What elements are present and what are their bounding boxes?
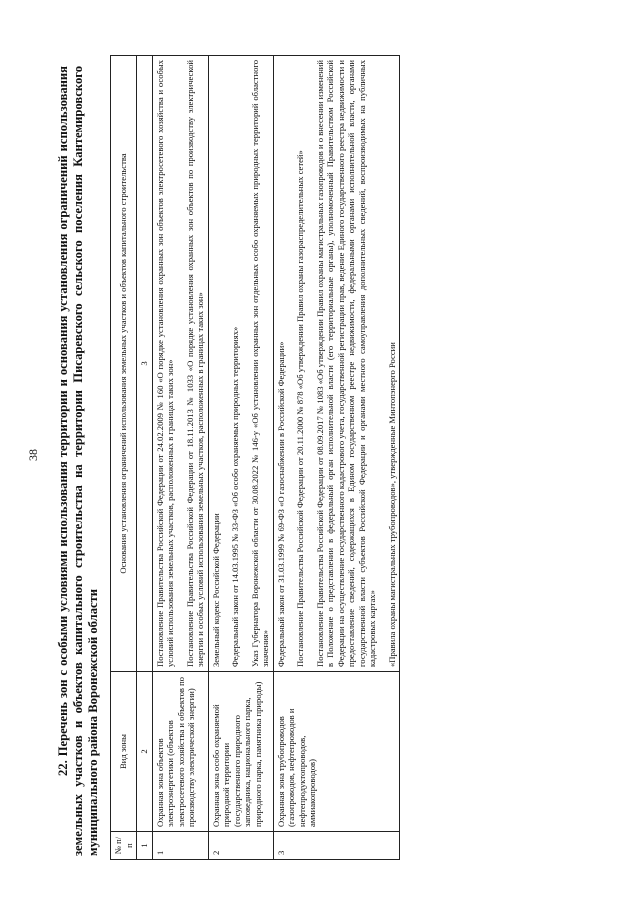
row-zone: Охранная зона объектов электроэнергетики (объектов электросетевого хозяйства и объектов по производству электрической энергии) — [152, 672, 208, 832]
col-number-3: 3 — [137, 56, 153, 672]
row-basis — [152, 56, 208, 672]
row-num: 1 — [152, 832, 208, 860]
basis-item: Постановление Правительства Российской Федерации от 18.11.2013 № 1033 «О порядке установления охранных зон объектов по производству электрической энергии и особых условий использования земельных участков, расположенных в границах таких зон» — [184, 60, 205, 667]
row-zone: Охранная зона особо охраняемой природной территории (государственного природного заповедника, национального парка, природного парка, памятника природы) — [208, 672, 273, 832]
header-basis: Основания установления ограничений использования земельных участков и объектов капитального строительства — [111, 56, 137, 672]
basis-item: Федеральный закон от 31.03.1999 № 69-ФЗ «О газоснабжении в Российской Федерации» — [275, 341, 286, 667]
basis-item: Земельный кодекс Российской Федерации — [210, 513, 221, 667]
row-zone: Охранная зона трубопроводов (газопроводов, нефтепроводов и нефтепродуктопроводов, аммиакопроводов) — [273, 672, 400, 832]
column-number-row — [137, 56, 153, 860]
basis-item: Федеральный закон от 14.03.1995 № 33-ФЗ «Об особо охраняемых природных территориях» — [230, 326, 240, 667]
row-num: 3 — [273, 832, 400, 860]
row-basis — [273, 56, 400, 672]
basis-item: Постановление Правительства Российской Федерации от 08.09.2017 № 1083 «Об утверждении Правил охраны магистральных газопроводов и о внесении изменений в Положение о представлении в федеральный орган исполнительной власти (его территориальные органы), уполномоченный Правительством Российской Федерации на осуществление государственного кадастрового учета, государственной регистрации прав, ведение Единого государственного реестра недвижимости и предоставление сведений, содержащихся в Едином государственном реестре недвижимости, федеральными органами исполнительной власти, органами государственной власти субъектов Российской Федерации и органами местного самоуправления дополнительных сведений, воспроизводимых на публичных кадастровых картах» — [314, 60, 377, 667]
table-row — [208, 56, 273, 860]
table-header-row — [111, 56, 137, 860]
row-num: 2 — [208, 832, 273, 860]
table-row — [152, 56, 208, 860]
header-zone: Вид зоны — [111, 672, 137, 832]
col-number-1: 1 — [137, 832, 153, 860]
zones-table — [110, 55, 400, 860]
basis-item: Постановление Правительства Российской Федерации от 20.11.2000 № 878 «Об утверждении Правил охраны газораспределительных сетей» — [295, 150, 305, 667]
section-title: 22. Перечень зон с особыми условиями использования территории и основания установления ограничений использования земельных участков и объектов капитального строительства на территории Писаревского сельского поселения Кантемировского муниципального района Воронежской области — [56, 66, 100, 856]
basis-item: «Правила охраны магистральных трубопроводов», утвержденные Минтопэнерго России — [386, 342, 397, 667]
col-number-2: 2 — [137, 672, 153, 832]
rotated-page — [22, 30, 622, 880]
table-row — [273, 56, 400, 860]
row-basis — [208, 56, 273, 672]
basis-item: Постановление Правительства Российской Федерации от 24.02.2009 № 160 «О порядке установления охранных зон объектов электросетевого хозяйства и особых условий использования земельных участков, расположенных в границах таких зон» — [154, 60, 175, 667]
header-num: № п/п — [111, 832, 137, 860]
page-number: 38 — [26, 449, 40, 461]
basis-item: Указ Губернатора Воронежской области от 30.08.2022 № 146-у «Об установлении охранных зон отдельных особо охраняемых природных территорий областного значения» — [249, 60, 270, 667]
